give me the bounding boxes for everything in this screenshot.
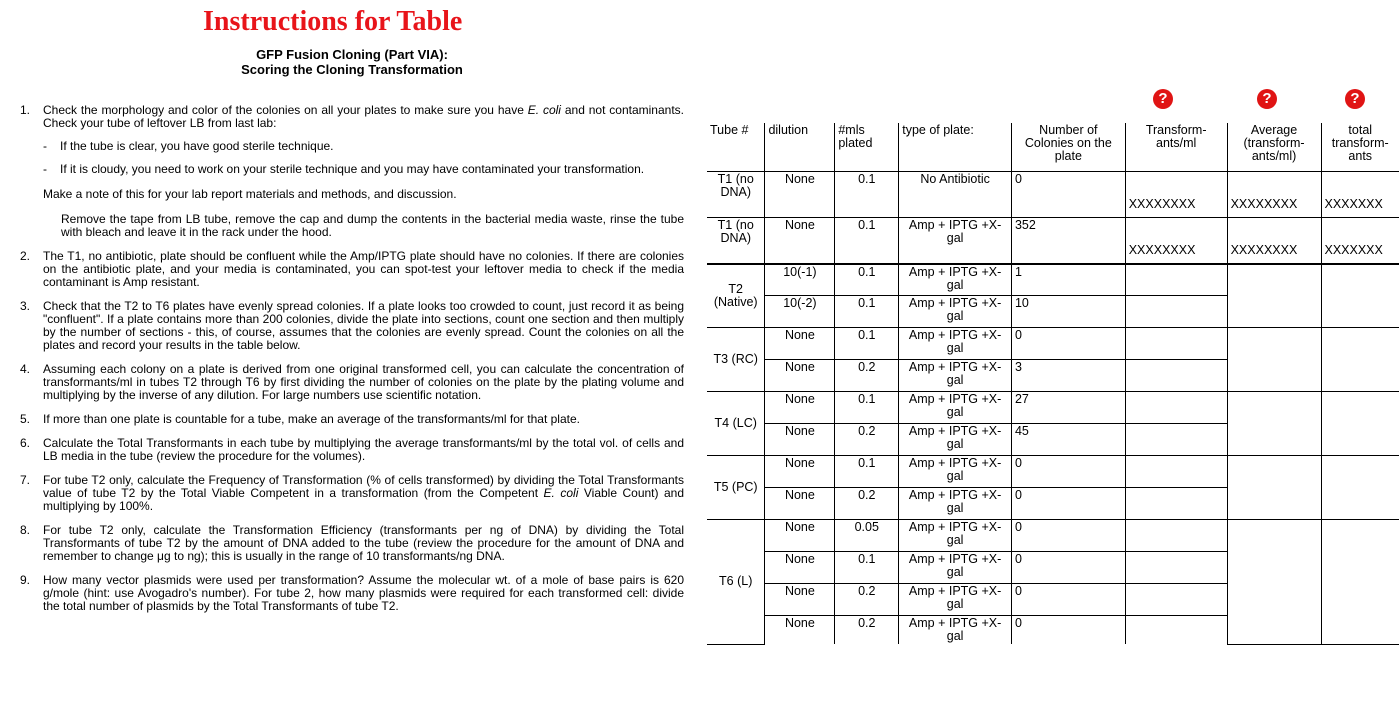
instruction-text: Calculate the Total Transformants in each tube by multiplying the average transformants/ml by the total vol. of cells and LB media in the tube (review the procedure for the volumes). (43, 436, 684, 463)
cell-mls: 0.1 (835, 218, 899, 264)
instruction-text: For tube T2 only, calculate the Transformation Efficiency (transformants per ng of DNA) by dividing the Total Transformants of tube T2 by the amount of DNA added to the tube (review the procedure for the amount of DNA and remember to change μg to ng); this is usually in the range of 10 transformants/ng DNA. (43, 523, 684, 563)
cell-plate-type: Amp + IPTG +X-gal (899, 296, 1012, 328)
cell-tube: T1 (no DNA) (707, 218, 765, 264)
table-row (707, 328, 1399, 360)
col-header-mls-plated: #mls plated (835, 123, 899, 172)
col-header-transformants-ml: Transform-ants/ml (1125, 123, 1227, 172)
cell-colonies[interactable]: 10 (1011, 296, 1125, 328)
instruction-item-2 (20, 250, 684, 289)
instruction-item-9 (20, 574, 684, 613)
help-icons (0, 89, 1399, 111)
cell-colonies[interactable]: 0 (1011, 456, 1125, 488)
cell-dilution: None (765, 552, 835, 584)
instruction-text-2: and not contaminants. Check your tube of leftover LB from last lab: (43, 103, 684, 130)
cell-mls: 0.1 (835, 456, 899, 488)
subtitle-line-2: Scoring the Cloning Transformation (241, 62, 463, 77)
cell-colonies[interactable]: 3 (1011, 360, 1125, 392)
instruction-number: 8. (20, 523, 31, 537)
cell-transformants[interactable] (1125, 360, 1227, 392)
cell-dilution: None (765, 360, 835, 392)
cell-transformants[interactable] (1125, 328, 1227, 360)
cell-colonies[interactable]: 27 (1011, 392, 1125, 424)
cell-transformants[interactable] (1125, 424, 1227, 456)
col-header-tube: Tube # (707, 123, 765, 172)
cell-dilution: None (765, 172, 835, 218)
cell-mls: 0.1 (835, 264, 899, 296)
cell-total[interactable] (1321, 520, 1399, 645)
cell-transformants[interactable] (1125, 296, 1227, 328)
cell-colonies[interactable]: 45 (1011, 424, 1125, 456)
instruction-subitem: - If it is cloudy, you need to work on your sterile technique and you may have contaminated your transformation. (43, 162, 645, 176)
cell-plate-type: Amp + IPTG +X-gal (899, 392, 1012, 424)
instruction-em: E. coli (543, 486, 579, 500)
cell-average-masked: XXXXXXXX (1227, 172, 1321, 218)
table-row (707, 392, 1399, 424)
instruction-item-1 (20, 104, 684, 239)
cell-dilution: None (765, 218, 835, 264)
cell-transformants-masked: XXXXXXXX (1125, 172, 1227, 218)
cell-dilution: None (765, 616, 835, 645)
cell-mls: 0.2 (835, 360, 899, 392)
help-question-icon[interactable]: ? (1257, 89, 1277, 109)
cell-colonies[interactable]: 0 (1011, 584, 1125, 616)
cell-total[interactable] (1321, 264, 1399, 328)
cell-colonies[interactable]: 352 (1011, 218, 1125, 264)
instruction-number: 5. (20, 412, 31, 426)
cell-transformants[interactable] (1125, 584, 1227, 616)
cell-total[interactable] (1321, 328, 1399, 392)
col-header-average: Average (transform-ants/ml) (1227, 123, 1321, 172)
cell-transformants[interactable] (1125, 392, 1227, 424)
cell-transformants[interactable] (1125, 488, 1227, 520)
cell-total[interactable] (1321, 456, 1399, 520)
cell-mls: 0.1 (835, 296, 899, 328)
cell-tube: T5 (PC) (707, 456, 765, 520)
page-subtitle (200, 47, 504, 77)
instruction-number: 3. (20, 299, 31, 313)
help-question-icon[interactable]: ? (1345, 89, 1365, 109)
cell-tube: T3 (RC) (707, 328, 765, 392)
cell-total-masked: XXXXXXX (1321, 172, 1399, 218)
cell-plate-type: Amp + IPTG +X-gal (899, 520, 1012, 552)
cell-tube: T4 (LC) (707, 392, 765, 456)
cell-colonies[interactable]: 0 (1011, 488, 1125, 520)
cell-plate-type: Amp + IPTG +X-gal (899, 584, 1012, 616)
table-row (707, 456, 1399, 488)
instruction-em: E. coli (527, 103, 561, 117)
instruction-item-8 (20, 524, 684, 563)
instruction-text: For tube T2 only, calculate the Frequency of Transformation (% of cells transformed) by dividing the Total Transformants value of tube T2 by the Total Viable Competent in a transformation (from the Competent (43, 473, 684, 500)
cell-mls: 0.05 (835, 520, 899, 552)
col-header-total: total transform-ants (1321, 123, 1399, 172)
instruction-number: 2. (20, 249, 31, 263)
instruction-text: Check the morphology and color of the colonies on all your plates to make sure you have (43, 103, 528, 117)
cell-colonies[interactable]: 0 (1011, 552, 1125, 584)
cell-total[interactable] (1321, 392, 1399, 456)
cell-plate-type: Amp + IPTG +X-gal (899, 552, 1012, 584)
cell-mls: 0.1 (835, 328, 899, 360)
instruction-item-7 (20, 474, 684, 513)
cell-plate-type: Amp + IPTG +X-gal (899, 424, 1012, 456)
cell-average-masked: XXXXXXXX (1227, 218, 1321, 264)
cell-mls: 0.2 (835, 488, 899, 520)
instruction-item-6 (20, 437, 684, 463)
instruction-number: 9. (20, 573, 31, 587)
table-row (707, 264, 1399, 296)
col-header-plate-type: type of plate: (899, 123, 1012, 172)
cell-colonies[interactable]: 0 (1011, 328, 1125, 360)
instructions-list (20, 104, 684, 624)
cell-dilution: None (765, 392, 835, 424)
cell-average[interactable] (1227, 456, 1321, 520)
cell-plate-type: Amp + IPTG +X-gal (899, 488, 1012, 520)
cell-transformants-masked: XXXXXXXX (1125, 218, 1227, 264)
cell-dilution: None (765, 488, 835, 520)
cell-tube: T2 (Native) (707, 264, 765, 328)
cell-average[interactable] (1227, 392, 1321, 456)
cell-dilution: None (765, 424, 835, 456)
cell-total-masked: XXXXXXX (1321, 218, 1399, 264)
table-row (707, 218, 1399, 264)
instruction-item-5 (20, 413, 684, 426)
instruction-number: 6. (20, 436, 31, 450)
cell-dilution: None (765, 328, 835, 360)
cell-average[interactable] (1227, 264, 1321, 328)
cell-transformants[interactable] (1125, 520, 1227, 552)
cell-average[interactable] (1227, 328, 1321, 392)
cell-mls: 0.1 (835, 172, 899, 218)
instruction-number: 4. (20, 362, 31, 376)
cell-average[interactable] (1227, 520, 1321, 645)
instruction-text: How many vector plasmids were used per transformation? Assume the molecular wt. of a mole of base pairs is 620 g/mole (hint: use Avogadro's number). For tube 2, how many plasmids were required for each transformed cell: divide the total number of plasmids by the Total Transformants of tube T2. (43, 573, 684, 613)
instruction-note: Make a note of this for your lab report materials and methods, and discussion. (43, 187, 457, 201)
instruction-item-3 (20, 300, 684, 352)
instruction-text: Assuming each colony on a plate is derived from one original transformed cell, you can calculate the concentration of transformants/ml in tubes T2 through T6 by first dividing the number of colonies on the plate by the plating volume and multiplying by the inverse of any dilution. For large numbers use scientific notation. (43, 362, 684, 402)
cell-mls: 0.1 (835, 392, 899, 424)
cell-tube: T6 (L) (707, 520, 765, 645)
cell-transformants[interactable] (1125, 616, 1227, 645)
cell-mls: 0.2 (835, 424, 899, 456)
cell-mls: 0.2 (835, 616, 899, 645)
instruction-text-2: Viable Count) and multiplying by 100%. (43, 486, 685, 513)
col-header-colonies: Number of Colonies on the plate (1011, 123, 1125, 172)
table-header-row (707, 123, 1399, 172)
cell-plate-type: Amp + IPTG +X-gal (899, 616, 1012, 645)
cell-dilution: 10(-2) (765, 296, 835, 328)
cell-colonies[interactable]: 1 (1011, 264, 1125, 296)
cell-dilution: None (765, 584, 835, 616)
instruction-item-4 (20, 363, 684, 402)
cell-dilution: 10(-1) (765, 264, 835, 296)
cell-plate-type: Amp + IPTG +X-gal (899, 360, 1012, 392)
subitem-text: If the tube is clear, you have good sterile technique. (60, 139, 334, 153)
instruction-text: The T1, no antibiotic, plate should be confluent while the Amp/IPTG plate should have no colonies. If there are colonies on the antibiotic plate, and your media is contaminated, you can spot-test your leftover media to check if the media contaminant is Amp resistant. (43, 249, 684, 289)
cell-transformants[interactable] (1125, 552, 1227, 584)
subtitle-line-1: GFP Fusion Cloning (Part VIA): (256, 47, 448, 62)
table-row (707, 172, 1399, 218)
cell-mls: 0.2 (835, 584, 899, 616)
subitem-text: If it is cloudy, you need to work on your sterile technique and you may have contaminated your transformation. (60, 162, 645, 176)
cell-plate-type: Amp + IPTG +X-gal (899, 264, 1012, 296)
cell-colonies[interactable]: 0 (1011, 616, 1125, 645)
cell-colonies[interactable]: 0 (1011, 172, 1125, 218)
cell-transformants[interactable] (1125, 264, 1227, 296)
cell-colonies[interactable]: 0 (1011, 520, 1125, 552)
cell-dilution: None (765, 456, 835, 488)
instruction-number: 1. (20, 103, 31, 117)
cell-tube: T1 (no DNA) (707, 172, 765, 218)
help-question-icon[interactable]: ? (1153, 89, 1173, 109)
cell-plate-type: Amp + IPTG +X-gal (899, 218, 1012, 264)
cell-transformants[interactable] (1125, 456, 1227, 488)
instruction-number: 7. (20, 473, 31, 487)
instruction-subitem: - If the tube is clear, you have good sterile technique. (43, 139, 334, 153)
cell-mls: 0.1 (835, 552, 899, 584)
cell-plate-type: Amp + IPTG +X-gal (899, 456, 1012, 488)
scoring-table (707, 123, 1399, 645)
table-row (707, 520, 1399, 552)
instruction-note-indented: Remove the tape from LB tube, remove the cap and dump the contents in the bacterial media waste, rinse the tube with bleach and leave it in the rack under the hood. (61, 212, 684, 239)
instruction-text: Check that the T2 to T6 plates have evenly spread colonies. If a plate looks too crowded to count, just record it as being "confluent". If a plate contains more than 200 colonies, divide the plate into sections, count one section and then multiply by the number of sections - this, of course, assumes that the colonies are evenly spread. Count the colonies on all the plates and record your results in the table below. (43, 299, 684, 352)
instruction-text: If more than one plate is countable for a tube, make an average of the transformants/ml for that plate. (43, 412, 580, 426)
cell-dilution: None (765, 520, 835, 552)
col-header-dilution: dilution (765, 123, 835, 172)
cell-plate-type: No Antibiotic (899, 172, 1012, 218)
cell-plate-type: Amp + IPTG +X-gal (899, 328, 1012, 360)
page-title: Instructions for Table (203, 6, 463, 37)
